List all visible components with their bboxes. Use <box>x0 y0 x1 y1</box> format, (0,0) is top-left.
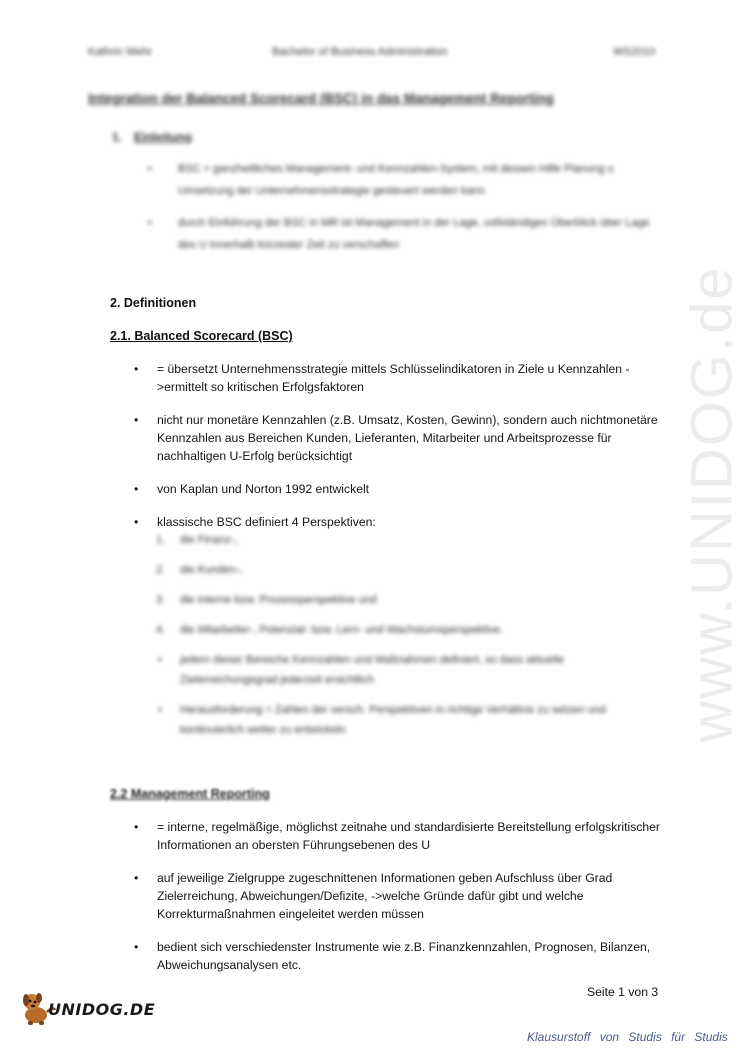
bsc-list <box>134 360 664 531</box>
list-item: • = übersetzt Unternehmensstrategie mittels Schlüsselindikatoren in Ziele u Kennzahlen ->ermittelt so kritischen Erfolgsfaktoren <box>134 360 664 396</box>
sub-list-item: • Herausforderung = Zahlen der versch. Perspektiven in richtige Verhältnis zu setzen und kontinuierlich weiter zu entwickeln <box>156 700 656 740</box>
perspective-text: die Mitarbeiter-, Potenzial- bzw. Lern- und Wachstumsperspektive. <box>180 624 504 636</box>
list-item: • nicht nur monetäre Kennzahlen (z.B. Umsatz, Kosten, Gewinn), sondern auch nichtmonetäre Kennzahlen aus Bereichen Kunden, Lieferanten, Mitarbeiter und Arbeitsprozesse für nachhaltigen U-Erfolg berücksichtigt <box>134 411 664 465</box>
perspectives-list <box>156 530 656 750</box>
document-title: Integration der Balanced Scorecard (BSC) in das Management Reporting <box>88 91 554 106</box>
header-program: Bachelor of Business Administration <box>272 46 448 58</box>
intro-number: 1. <box>112 130 123 144</box>
watermark: www.UNIDOG.de <box>679 265 745 743</box>
footer-slogan: Klausurstoff von Studis für Studis <box>527 1030 728 1044</box>
logo-text: UNIDOG.DE <box>48 1000 156 1019</box>
mr-heading: 2.2 Management Reporting <box>110 787 270 801</box>
perspective-item <box>156 590 656 610</box>
perspective-item <box>156 620 656 640</box>
list-item: • von Kaplan und Norton 1992 entwickelt <box>134 480 664 498</box>
bsc-heading: 2.1. Balanced Scorecard (BSC) <box>110 329 293 343</box>
list-item: • bedient sich verschiedenster Instrumente wie z.B. Finanzkennzahlen, Prognosen, Bilanzen, Abweichungsanalysen etc. <box>134 938 664 974</box>
perspective-item <box>156 560 656 580</box>
perspective-number: 1. <box>156 534 166 546</box>
perspective-text: die Finanz-, <box>180 534 238 546</box>
perspective-number: 3. <box>156 594 166 606</box>
list-item: • BSC = ganzheitliches Management- und Kennzahlen-System, mit dessen Hilfe Planung u Umsetzung der Unternehmensstrategie gesteuert werden kann <box>148 158 668 202</box>
perspective-text: die interne bzw. Prozessperspektive und <box>180 594 377 606</box>
perspective-text: die Kunden-, <box>180 564 243 576</box>
intro-heading-text: Einleitung <box>134 130 192 144</box>
header-author: Kathrin Wehr <box>88 46 152 58</box>
list-item: • auf jeweilige Zielgruppe zugeschnittenen Informationen geben Aufschluss über Grad Zielerreichung, Abweichungen/Defizite, ->welche Gründe dafür gibt und welche Korrekturmaßnahmen eingeleitet werden müssen <box>134 869 664 923</box>
sub-list-item: • jedem dieser Bereiche Kennzahlen und Maßnahmen definiert, so dass aktuelle Zielerreichungsgrad jederzeit ersichtlich <box>156 650 656 690</box>
intro-list <box>148 158 668 266</box>
perspective-item <box>156 530 656 550</box>
intro-heading <box>112 130 192 144</box>
perspective-number: 2. <box>156 564 166 576</box>
list-item: • = interne, regelmäßige, möglichst zeitnahe und standardisierte Bereitstellung erfolgskritischer Informationen an obersten Führungsebenen des U <box>134 818 664 854</box>
page-number: Seite 1 von 3 <box>587 985 659 999</box>
list-item: • durch Einführung der BSC in MR ist Management in der Lage, vollständigen Überblick über Lage des U innerhalb kürzester Zeit zu verschaffen <box>148 212 668 256</box>
perspective-number: 4. <box>156 624 166 636</box>
list-item: • klassische BSC definiert 4 Perspektiven: <box>134 513 664 531</box>
definitions-heading: 2. Definitionen <box>110 296 197 310</box>
header-semester: WS2010 <box>613 46 656 58</box>
mr-list <box>134 818 664 974</box>
